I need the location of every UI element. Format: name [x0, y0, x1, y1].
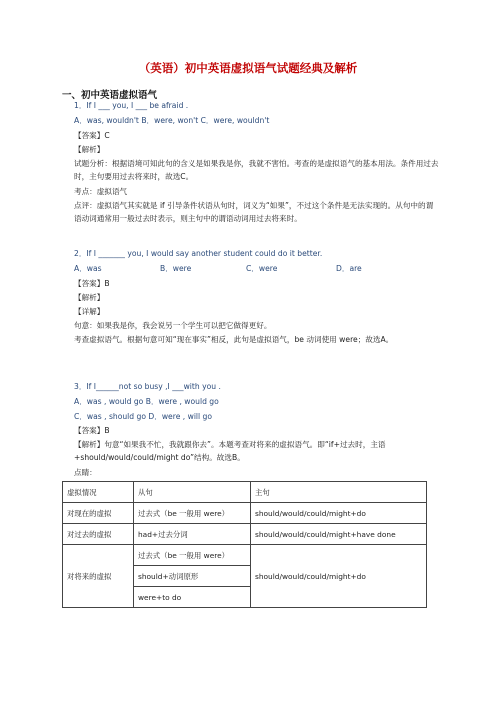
- q2-stem: 2．If I _______ you, I would say another student could do it better.: [74, 249, 323, 258]
- q2-explanation: 考查虚拟语气。根据句意可知“现在事实”相反，此句是虚拟语气，be 动词使用 were；故选A。: [74, 335, 394, 344]
- q3-jiexi: 【解析】句意“如果我不忙，我就跟你去”。本题考查对将来的虚拟语气。即“if+过去时，主语+should/would/could/might do”结构。故选B。: [74, 440, 386, 462]
- q2-option-a: A．was: [74, 264, 102, 273]
- table-cell: 对现在的虚拟: [63, 503, 134, 524]
- page-title: （英语）初中英语虚拟语气试题经典及解析: [138, 61, 358, 75]
- q1-options: A．was, wouldn't B．were, won't C．were, wouldn't: [74, 116, 270, 125]
- q1-jiexi-label: 【解析】: [74, 145, 105, 154]
- table-cell: were+to do: [134, 587, 251, 608]
- q1-answer: 【答案】C: [74, 131, 110, 140]
- table-row: [63, 524, 427, 545]
- table-cell: should/would/could/might+do: [251, 503, 427, 524]
- table-cell: had+过去分词: [134, 524, 251, 545]
- q3-answer: 【答案】B: [74, 426, 110, 435]
- table-cell: should/would/could/might+do: [251, 545, 427, 608]
- table-row: [63, 503, 427, 524]
- q1-dianping: 点评：虚拟语气其实就是 if 引导条件状语从句时，词义为“如果”，不过这个条件是无法实现的。从句中的谓语动词通常用一般过去时表示，则主句中的谓语动词用过去将来时。: [74, 201, 434, 223]
- q3-options-ab: A．was , would go B．were , would go: [74, 397, 219, 406]
- table-cell: 对将来的虚拟: [63, 545, 134, 608]
- q2-translation: 句意：如果我是你，我会说另一个学生可以把它做得更好。: [74, 321, 272, 330]
- q2-option-b: B．were: [160, 264, 192, 273]
- q3-stem: 3．If I______not so busy ,I ___with you .: [74, 382, 221, 391]
- q2-option-c: C．were: [246, 264, 278, 273]
- q2-jiexi-label: 【解析】: [74, 293, 105, 302]
- q3-options-cd: C．was , should go D．were , will go: [74, 412, 213, 421]
- q1-analysis: 试题分析：根据语境可知此句的含义是如果我是你，我就不害怕。考查的是虚拟语气的基本用法。条件用过去时，主句要用过去将来时，故选C。: [74, 159, 439, 181]
- table-row: [63, 545, 427, 566]
- q1-stem: 1．If I ___ you, I ___ be afraid .: [74, 101, 189, 110]
- table-cell: should+动词原形: [134, 566, 251, 587]
- table-cell: 过去式（be 一般用 were）: [134, 545, 251, 566]
- q1-kaodian: 考点：虚拟语气: [74, 187, 128, 196]
- table-cell: 从句: [134, 482, 251, 503]
- q2-answer: 【答案】B: [74, 279, 110, 288]
- q3-dianjing-label: 点睛：: [74, 468, 97, 477]
- table-cell: should/would/could/might+have done: [251, 524, 427, 545]
- table-header-row: [63, 482, 427, 503]
- table-cell: 虚拟情况: [63, 482, 134, 503]
- section-heading: 一、初中英语虚拟语气: [62, 90, 158, 101]
- table-cell: 过去式（be 一般用 were）: [134, 503, 251, 524]
- subjunctive-summary-table: [62, 481, 427, 608]
- table-cell: 主句: [251, 482, 427, 503]
- table-cell: 对过去的虚拟: [63, 524, 134, 545]
- q2-xiangjie-label: 【详解】: [74, 307, 105, 316]
- q2-option-d: D．are: [336, 264, 362, 273]
